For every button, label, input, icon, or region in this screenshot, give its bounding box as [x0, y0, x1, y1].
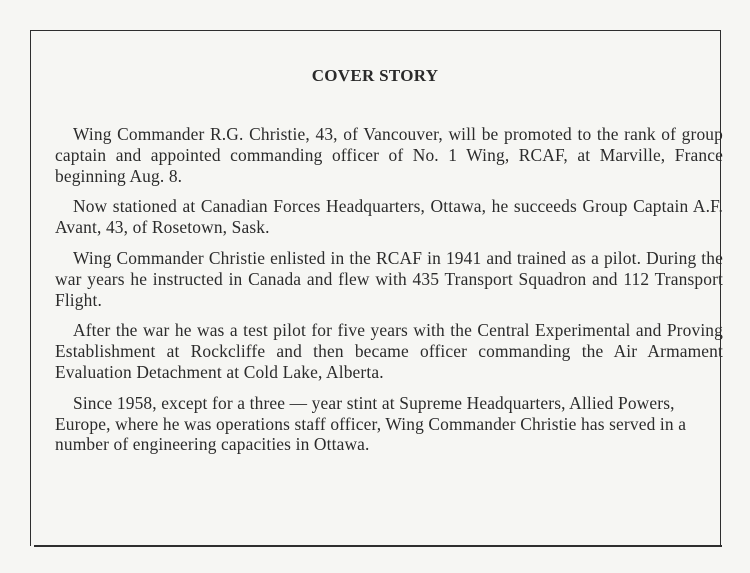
paragraph-enlistment: Wing Commander Christie enlisted in the RCAF in 1941 and trained as a pilot. During the war years he instructed in Canada and flew with 435 Transport Squadron and 112 Transport Flight. — [55, 247, 723, 310]
bottom-rule — [34, 545, 722, 547]
article-title: COVER STORY — [311, 66, 439, 85]
paragraph-test-pilot: After the war he was a test pilot for five years with the Central Experimental and Proving Establishment at Rockcliffe and then became officer commanding the Air Armament Evaluation Detachment at Cold Lake, Alberta. — [55, 320, 723, 382]
paragraph-since-1958: Since 1958, except for a three — year stint at Supreme Headquarters, Allied Powers, Europe, where he was operations staff officer, Wing Commander Christie has served in a number of engineering capacities in Ottawa. — [55, 392, 687, 455]
paragraph-current-post: Now stationed at Canadian Forces Headquarters, Ottawa, he succeeds Group Captain A.F. Avant, 43, of Rosetown, Sask. — [55, 196, 723, 238]
paragraph-promotion: Wing Commander R.G. Christie, 43, of Vancouver, will be promoted to the rank of group captain and appointed commanding officer of No. 1 Wing, RCAF, at Marville, France beginning Aug. 8. — [55, 124, 723, 186]
article-body — [55, 124, 723, 465]
